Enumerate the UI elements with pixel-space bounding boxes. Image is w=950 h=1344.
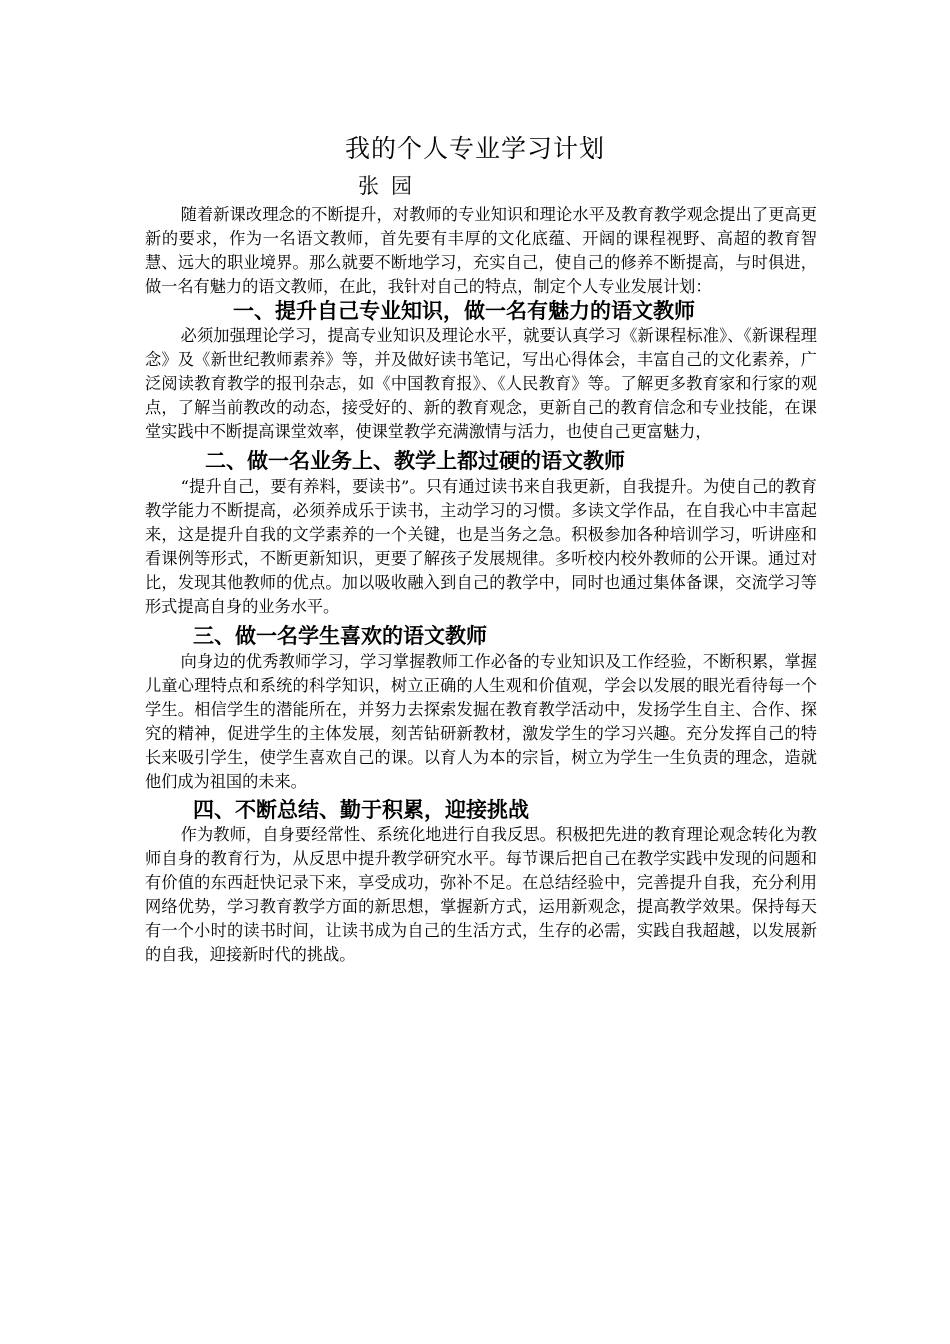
section-3-heading: 三、做一名学生喜欢的语文教师 [193, 624, 487, 648]
section-3-body: 向身边的优秀教师学习，学习掌握教师工作必备的专业知识及工作经验，不断积累，掌握儿童心理特点和系统的科学知识，树立正确的人生观和价值观，学会以发展的眼光看待每一个学生。相信学生的潜能所在，并努力去探索发掘在教育教学活动中，发扬学生自主、合作、探究的精神，促进学生的主体发展，刻苦钻研新教材，激发学生的学习兴趣。充分发挥自己的特长来吸引学生，使学生喜欢自己的课。以育人为本的宗旨，树立为学生一生负责的理念，造就他们成为祖国的未来。 [145, 652, 817, 791]
section-2-body: “提升自己，要有养料，要读书”。只有通过读书来自我更新，自我提升。为使自己的教育教学能力不断提高，必须养成乐于读书，主动学习的习惯。多读文学作品，在自我心中丰富起来，这是提升自我的文学素养的一个关键，也是当务之急。积极参加各种培训学习，听讲座和看课例等形式，不断更新知识，更要了解孩子发展规律。多听校内校外教师的公开课。通过对比，发现其他教师的优点。加以吸收融入到自己的教学中，同时也通过集体备课，交流学习等形式提高自身的业务水平。 [145, 477, 817, 616]
author-name: 张园 [358, 174, 424, 198]
section-1-body: 必须加强理论学习，提高专业知识及理论水平，就要认真学习《新课程标准》、《新课程理念》及《新世纪教师素养》等，并及做好读书笔记，写出心得体会，丰富自己的文化素养，广泛阅读教育教学的报刊杂志，如《中国教育报》、《人民教育》等。了解更多教育家和行家的观点，了解当前教改的动态，接受好的、新的教育观念，更新自己的教育信念和专业技能，在课堂实践中不断提高课堂效率，使课堂教学充满激情与活力，也使自己更富魅力， [145, 326, 817, 441]
section-1-heading: 一、提升自己专业知识，做一名有魅力的语文教师 [233, 299, 695, 323]
section-2-heading: 二、做一名业务上、教学上都过硬的语文教师 [205, 449, 625, 473]
document-title: 我的个人专业学习计划 [344, 134, 605, 163]
section-4-heading: 四、不断总结、勤于积累，迎接挑战 [193, 798, 529, 822]
intro-paragraph: 随着新课改理念的不断提升，对教师的专业知识和理论水平及教育教学观念提出了更高更新的要求，作为一名语文教师，首先要有丰厚的文化底蕴、开阔的课程视野、高超的教育智慧、远大的职业境界。那么就要不断地学习，充实自己，使自己的修养不断提高，与时俱进，做一名有魅力的语文教师，在此，我针对自己的特点，制定个人专业发展计划： [145, 205, 817, 296]
section-4-body: 作为教师，自身要经常性、系统化地进行自我反思。积极把先进的教育理论观念转化为教师自身的教育行为，从反思中提升教学研究水平。每节课后把自己在教学实践中发现的问题和有价值的东西赶快记录下来，享受成功，弥补不足。在总结经验中，完善提升自我，充分利用网络优势，学习教育教学方面的新思想，掌握新方式，运用新观念，提高教学效果。保持每天有一个小时的读书时间，让读书成为自己的生活方式，生存的必需，实践自我超越，以发展新的自我，迎接新时代的挑战。 [145, 825, 817, 964]
